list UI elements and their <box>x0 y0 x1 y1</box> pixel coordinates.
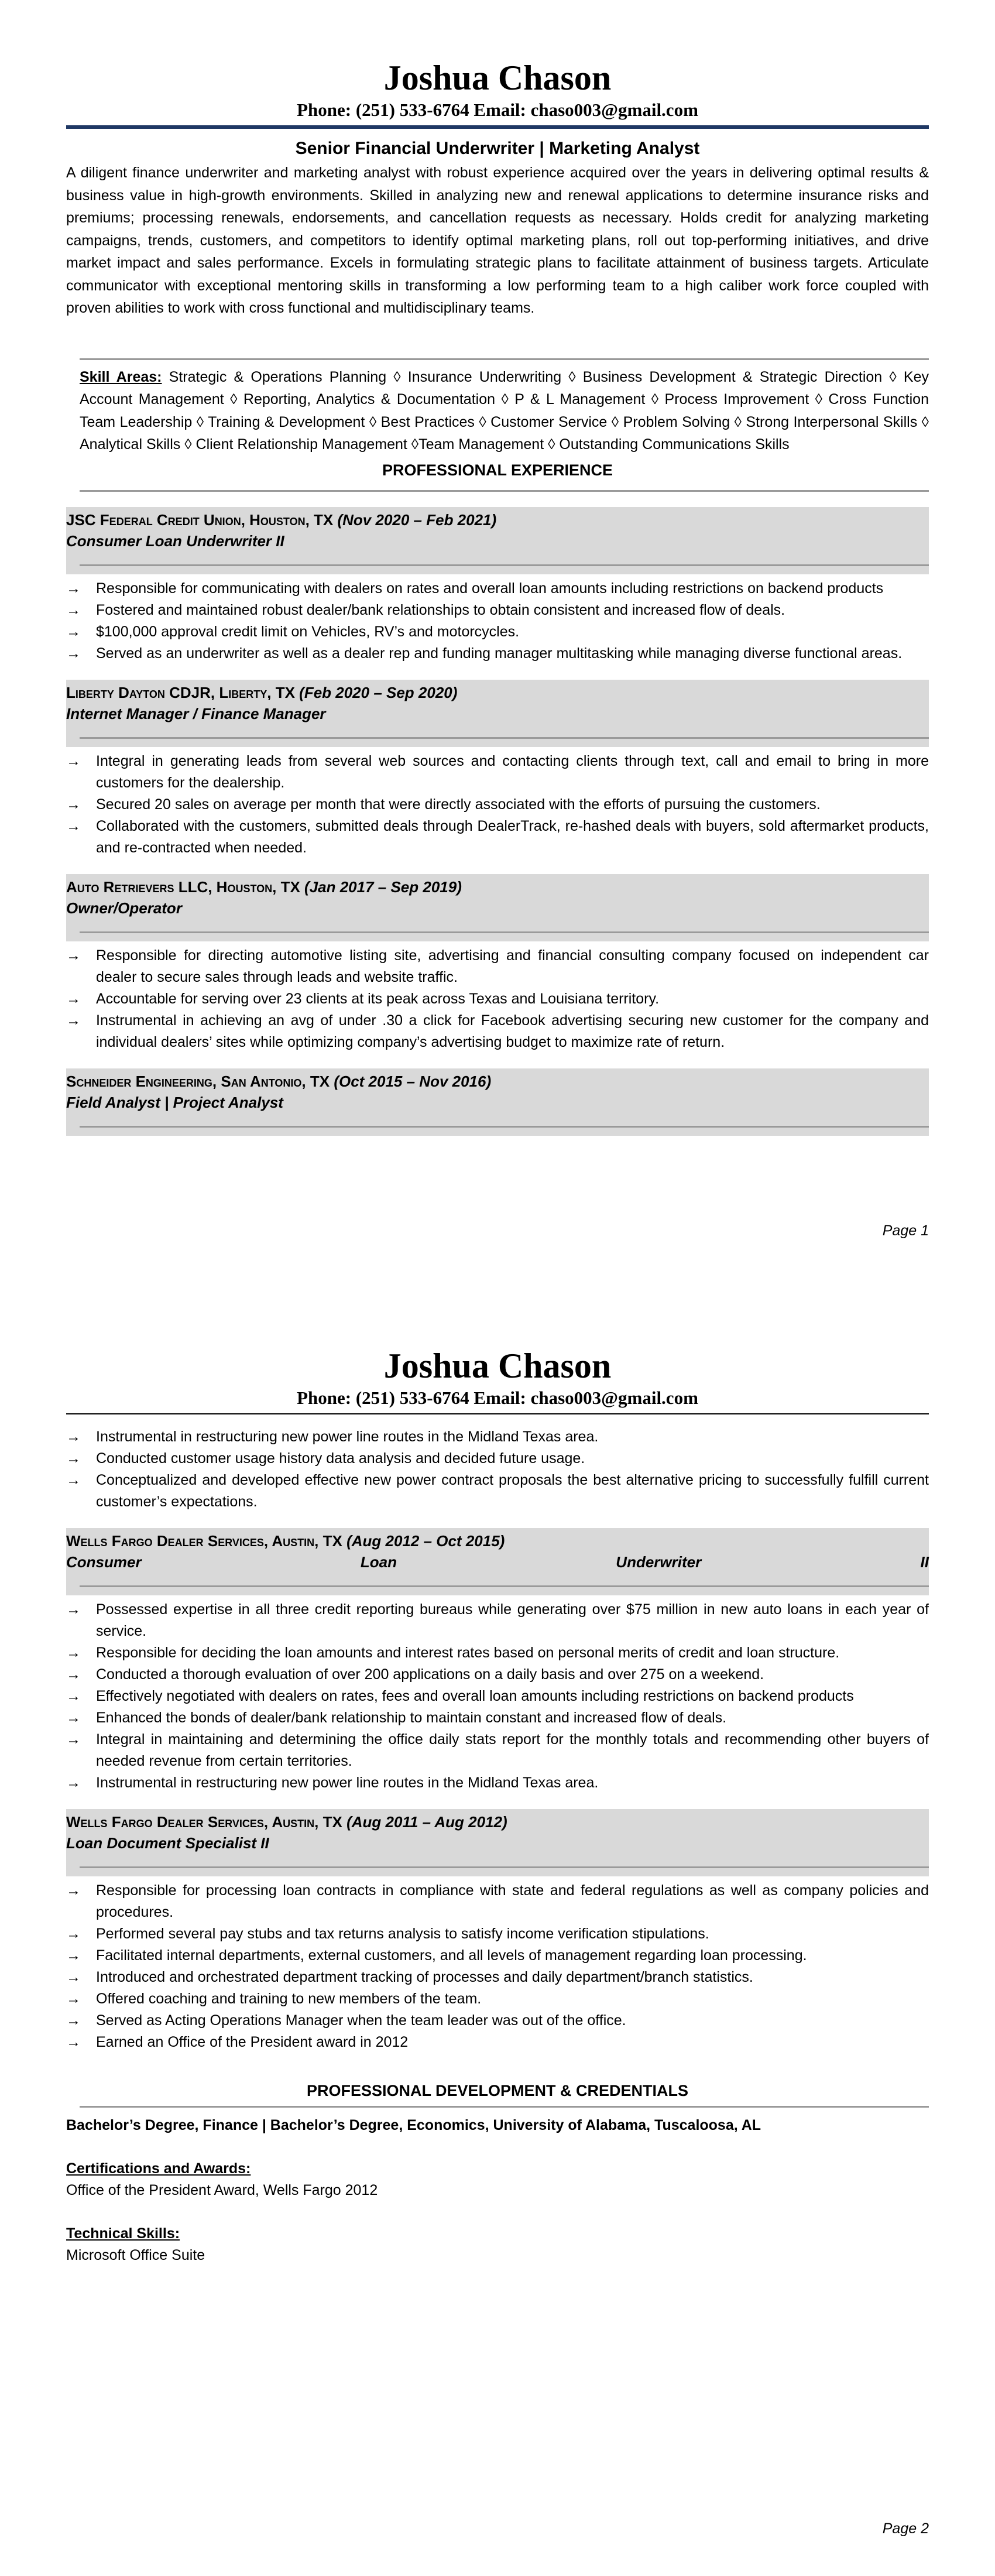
bullet-text: Introduced and orchestrated department tracking of processes and daily department/branch statistics. <box>96 1969 753 1985</box>
bullet-item <box>66 988 929 1010</box>
section-title-credentials: PROFESSIONAL DEVELOPMENT & CREDENTIALS <box>306 2082 689 2099</box>
arrow-right-icon: → <box>66 1645 81 1661</box>
bullet-list <box>66 578 929 664</box>
divider <box>80 2106 929 2108</box>
job-entry <box>66 874 929 1053</box>
arrow-right-icon: → <box>66 1926 81 1942</box>
bullet-item <box>66 2032 929 2053</box>
page-number: Page 2 <box>882 2520 929 2537</box>
arrow-right-icon: → <box>66 623 81 640</box>
bullet-text: Responsible for directing automotive listing site, advertising and financial consulting company focused on independent car dealer to secure sales through leads and website traffic. <box>96 947 929 985</box>
skills-text: Strategic & Operations Planning ◊ Insurance Underwriting ◊ Business Development & Strategic Direction ◊ Key Account Management ◊ Reporting, Analytics & Documentation ◊ P & L Management ◊ Process Improvement ◊ Cross Function Team Leadership ◊ Training & Development ◊ Best Practices ◊ Customer Service ◊ Problem Solving ◊ Strong Interpersonal Skills ◊ Analytical Skills ◊ Client Relationship Management ◊Team Management ◊ Outstanding Communications Skills <box>80 368 929 453</box>
divider <box>80 737 929 739</box>
job-list-page-2 <box>66 1528 929 2053</box>
degree-text: Bachelor’s Degree, Finance | Bachelor’s Degree, Economics, University of Alabama, Tuscaloosa, AL <box>66 2117 761 2133</box>
resume-page-2 <box>0 1288 995 2576</box>
bullet-text: $100,000 approval credit limit on Vehicles, RV’s and motorcycles. <box>96 623 520 640</box>
certifications-text: Office of the President Award, Wells Fargo 2012 <box>66 2182 378 2198</box>
arrow-right-icon: → <box>66 990 81 1007</box>
candidate-name: Joshua Chason <box>383 1347 612 1385</box>
technical-skills-label <box>66 2223 929 2245</box>
divider <box>80 1866 929 1868</box>
arrow-right-icon: → <box>66 1991 81 2007</box>
arrow-right-icon: → <box>66 1450 81 1467</box>
bullet-item <box>66 600 929 621</box>
bullet-text: Responsible for processing loan contracts in compliance with state and federal regulations as well as company policies and procedures. <box>96 1882 929 1920</box>
bullet-item <box>66 578 929 600</box>
job-entry <box>66 1528 929 1794</box>
bullet-text: Effectively negotiated with dealers on rates, fees and overall loan amounts including restrictions on backend products <box>96 1688 854 1704</box>
bullet-item <box>66 1988 929 2010</box>
arrow-right-icon: → <box>66 1688 81 1704</box>
skills-label: Skill Areas: <box>80 368 162 385</box>
bullet-item <box>66 1448 929 1469</box>
divider <box>80 1126 929 1128</box>
job-title: Consumer Loan Underwriter II <box>66 1553 929 1571</box>
company-line <box>66 1811 929 1832</box>
job-title: Internet Manager / Finance Manager <box>66 704 326 722</box>
bullet-item <box>66 621 929 643</box>
summary: A diligent finance underwriter and marketing analyst with robust experience acquired over the years in delivering optimal results & business value in high-growth environments. Skilled in analyzing new and renewal applications to determine insurance risks and premiums; processing renewals, endorsements, and cancellation requests as necessary. Holds credit for analyzing marketing campaigns, trends, customers, and competitors to identify optimal marketing plans, roll out top-performing initiatives, and drive market impact and sales performance. Excels in formulating strategic plans to facilitate attainment of business targets. Articulate communicator with exceptional mentoring skills in transforming a low performing team to a high caliber work force coupled with proven abilities to work with cross functional and multidisciplinary teams. <box>66 165 929 316</box>
contact-info: Phone: (251) 533-6764 Email: chaso003@gmail.com <box>297 1388 698 1408</box>
arrow-right-icon: → <box>66 645 81 662</box>
arrow-right-icon: → <box>66 1429 81 1445</box>
bullet-text: Integral in maintaining and determining the office daily stats report for the monthly totals and recommending other buyers of needed revenue from certain territories. <box>96 1731 929 1769</box>
company-line <box>66 1530 929 1551</box>
bullet-list <box>66 751 929 859</box>
job-dates: (Aug 2011 – Aug 2012) <box>346 1813 507 1831</box>
arrow-right-icon: → <box>66 1601 81 1618</box>
job-title: Owner/Operator <box>66 899 182 917</box>
bullet-text: Facilitated internal departments, external customers, and all levels of management regarding loan processing. <box>96 1947 807 1964</box>
company-line <box>66 876 929 898</box>
job-header <box>66 1528 929 1595</box>
bullet-text: Responsible for communicating with dealers on rates and overall loan amounts including restrictions on backend products <box>96 580 884 597</box>
bullet-text: Performed several pay stubs and tax returns analysis to satisfy income verification stipulations. <box>96 1926 709 1942</box>
job-entry <box>66 1068 929 1136</box>
arrow-right-icon: → <box>66 1710 81 1726</box>
arrow-right-icon: → <box>66 1731 81 1748</box>
bullet-item <box>66 1469 929 1513</box>
job-title: Field Analyst | Project Analyst <box>66 1093 283 1111</box>
certifications-label-text: Certifications and Awards: <box>66 2160 251 2177</box>
continued-bullets <box>66 1426 929 1513</box>
technical-skills-text: Microsoft Office Suite <box>66 2247 205 2263</box>
arrow-right-icon: → <box>66 2012 81 2029</box>
contact-info: Phone: (251) 533-6764 Email: chaso003@gmail.com <box>297 100 698 120</box>
bullet-text: Collaborated with the customers, submitted deals through DealerTrack, re-hashed deals with buyers, sold aftermarket products, and re-contracted when needed. <box>96 817 929 856</box>
divider <box>80 358 929 360</box>
job-dates: (Oct 2015 – Nov 2016) <box>334 1072 492 1090</box>
bullet-item <box>66 1426 929 1448</box>
company-line <box>66 682 929 703</box>
bullet-text: Instrumental in restructuring new power line routes in the Midland Texas area. <box>96 1775 599 1791</box>
job-title: Consumer Loan Underwriter II <box>66 532 284 550</box>
bullet-text: Earned an Office of the President award in 2012 <box>96 2034 409 2050</box>
arrow-right-icon: → <box>66 601 81 618</box>
arrow-right-icon: → <box>66 796 81 813</box>
job-dates: (Nov 2020 – Feb 2021) <box>337 511 497 529</box>
company-name: Auto Retrievers LLC, Houston, TX <box>66 878 305 896</box>
bullet-item <box>66 1642 929 1664</box>
bullet-item <box>66 1880 929 1923</box>
divider <box>80 931 929 933</box>
arrow-right-icon: → <box>66 1775 81 1791</box>
bullet-text: Served as an underwriter as well as a dealer rep and funding manager multitasking while managing diverse functional areas. <box>96 645 903 662</box>
bullet-item <box>66 1945 929 1967</box>
job-dates: (Jan 2017 – Sep 2019) <box>304 878 462 896</box>
arrow-right-icon: → <box>66 1882 81 1899</box>
skill-areas <box>80 366 929 456</box>
candidate-name: Joshua Chason <box>383 59 612 97</box>
job-header <box>66 1068 929 1136</box>
arrow-right-icon: → <box>66 1472 81 1488</box>
bullet-item <box>66 1707 929 1729</box>
bullet-list <box>66 1599 929 1794</box>
bullet-list <box>66 945 929 1053</box>
bullet-item <box>66 751 929 794</box>
bullet-item <box>66 1772 929 1794</box>
bullet-text: Conducted a thorough evaluation of over 200 applications on a daily basis and over 275 on a weekend. <box>96 1666 764 1683</box>
bullet-text: Possessed expertise in all three credit reporting bureaus while generating over $75 million in new auto loans in each year of service. <box>96 1601 929 1639</box>
job-header <box>66 874 929 941</box>
company-name: Schneider Engineering, San Antonio, TX <box>66 1072 334 1090</box>
job-header <box>66 680 929 747</box>
header-rule <box>66 125 929 129</box>
bullet-text: Integral in generating leads from several web sources and contacting clients through text, call and email to bring in more customers for the dealership. <box>96 752 929 791</box>
degree <box>66 2115 929 2136</box>
bullet-item <box>66 1729 929 1772</box>
job-header <box>66 507 929 574</box>
bullet-text: Served as Acting Operations Manager when the team leader was out of the office. <box>96 2012 626 2029</box>
bullet-item <box>66 1923 929 1945</box>
bullet-item <box>66 816 929 859</box>
divider <box>80 564 929 566</box>
bullet-item <box>66 1967 929 1988</box>
bullet-text: Enhanced the bonds of dealer/bank relationship to maintain constant and increased flow of deals. <box>96 1710 727 1726</box>
bullet-text: Conceptualized and developed effective new power contract proposals the best alternative pricing to successfully fulfill current customer’s expectations. <box>96 1472 929 1510</box>
divider <box>80 1585 929 1587</box>
arrow-right-icon: → <box>66 1012 81 1029</box>
job-entry <box>66 507 929 664</box>
job-entry <box>66 680 929 859</box>
bullet-item <box>66 1664 929 1686</box>
arrow-right-icon: → <box>66 580 81 597</box>
bullet-item <box>66 1686 929 1707</box>
bullet-text: Offered coaching and training to new members of the team. <box>96 1991 482 2007</box>
arrow-right-icon: → <box>66 947 81 964</box>
company-name: Wells Fargo Dealer Services, Austin, TX <box>66 1532 347 1550</box>
bullet-text: Responsible for deciding the loan amounts and interest rates based on personal merits of credit and loan structure. <box>96 1645 840 1661</box>
job-list-page-1 <box>66 507 929 1136</box>
company-line <box>66 1071 929 1092</box>
arrow-right-icon: → <box>66 752 81 769</box>
bullet-item <box>66 2010 929 2032</box>
bullet-item <box>66 1599 929 1642</box>
job-title: Loan Document Specialist II <box>66 1834 269 1852</box>
arrow-right-icon: → <box>66 1969 81 1985</box>
technical-skills-label-text: Technical Skills: <box>66 2225 180 2242</box>
bullet-text: Instrumental in restructuring new power line routes in the Midland Texas area. <box>96 1429 599 1445</box>
certifications-label <box>66 2158 929 2180</box>
section-title-experience: PROFESSIONAL EXPERIENCE <box>382 461 613 479</box>
arrow-right-icon: → <box>66 817 81 834</box>
bullet-item <box>66 1010 929 1053</box>
company-line <box>66 509 929 530</box>
header-rule <box>66 1413 929 1414</box>
arrow-right-icon: → <box>66 1666 81 1683</box>
job-dates: (Feb 2020 – Sep 2020) <box>299 683 458 701</box>
job-dates: (Aug 2012 – Oct 2015) <box>346 1532 505 1550</box>
bullet-item <box>66 794 929 816</box>
bullet-item <box>66 643 929 664</box>
job-header <box>66 1809 929 1876</box>
page-number: Page 1 <box>882 1222 929 1239</box>
bullet-text: Fostered and maintained robust dealer/bank relationships to obtain consistent and increased flow of deals. <box>96 601 785 618</box>
headline: Senior Financial Underwriter | Marketing Analyst <box>295 139 700 158</box>
company-name: Liberty Dayton CDJR, Liberty, TX <box>66 683 300 701</box>
company-name: JSC Federal Credit Union, Houston, TX <box>66 511 338 529</box>
bullet-list <box>66 1880 929 2053</box>
divider <box>80 490 929 492</box>
arrow-right-icon: → <box>66 2034 81 2050</box>
bullet-text: Instrumental in achieving an avg of under .30 a click for Facebook advertising securing new customer for the company and individual dealers’ sites while optimizing company’s advertising budget to maximize rate of return. <box>96 1012 929 1050</box>
company-name: Wells Fargo Dealer Services, Austin, TX <box>66 1813 347 1831</box>
bullet-text: Secured 20 sales on average per month that were directly associated with the efforts of pursuing the customers. <box>96 796 821 813</box>
bullet-text: Conducted customer usage history data analysis and decided future usage. <box>96 1450 585 1467</box>
arrow-right-icon: → <box>66 1947 81 1964</box>
bullet-item <box>66 945 929 988</box>
job-entry <box>66 1809 929 2053</box>
bullet-text: Accountable for serving over 23 clients at its peak across Texas and Louisiana territory. <box>96 990 660 1007</box>
